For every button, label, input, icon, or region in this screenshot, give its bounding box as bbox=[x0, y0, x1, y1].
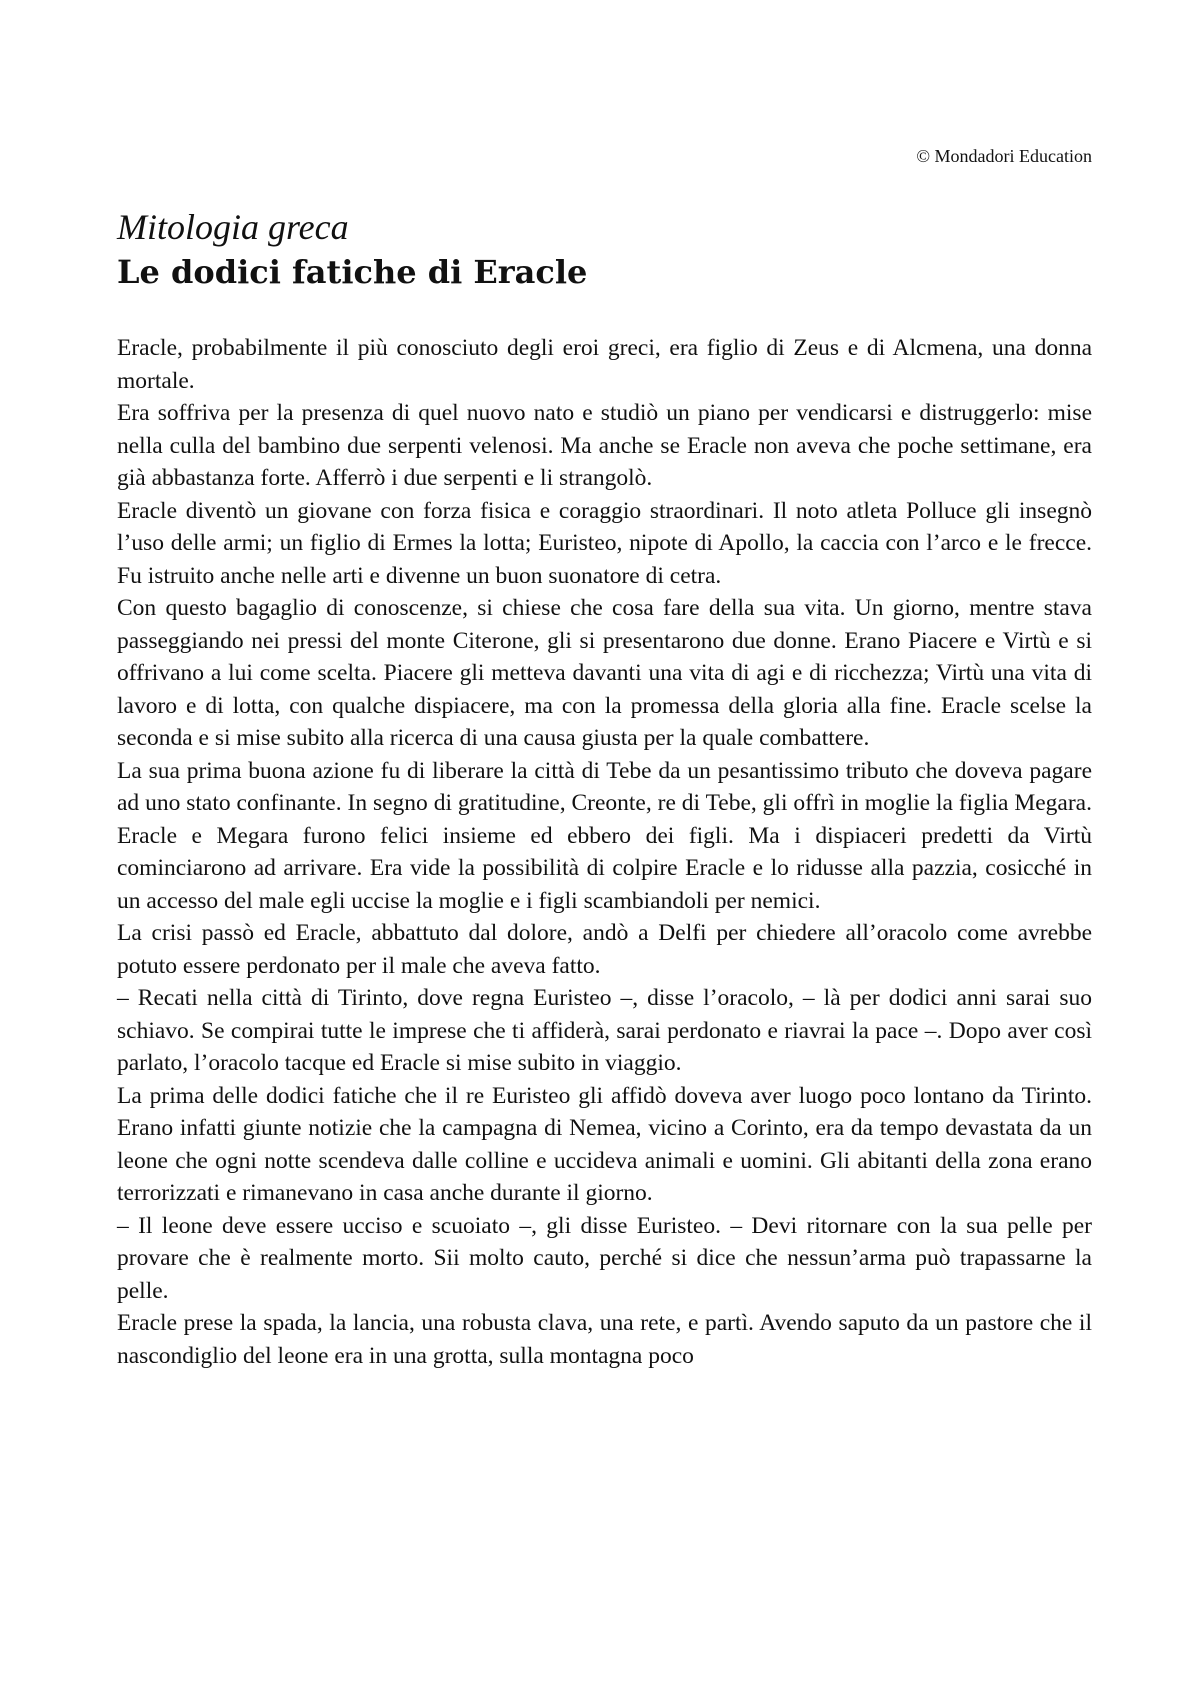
paragraph: Eracle diventò un giovane con forza fisica e coraggio straordinari. Il noto atleta Polluce gli insegnò l’uso delle armi; un figlio di Ermes la lotta; Euristeo, nipote di Apollo, la caccia con l’arco e le frecce. Fu istruito anche nelle arti e divenne un buon suonatore di cetra. bbox=[117, 497, 1092, 589]
paragraph: La crisi passò ed Eracle, abbattuto dal dolore, andò a Delfi per chiedere all’oracolo come avrebbe potuto essere perdonato per il male che aveva fatto. bbox=[117, 920, 1092, 979]
paragraph: Eracle prese la spada, la lancia, una robusta clava, una rete, e partì. Avendo saputo da un pastore che il nascondiglio del leone era in una grotta, sulla montagna poco bbox=[117, 1310, 1092, 1369]
paragraph: Era soffriva per la presenza di quel nuovo nato e studiò un piano per vendicarsi e distruggerlo: mise nella culla del bambino due serpenti velenosi. Ma anche se Eracle non aveva che poche settimane, era già abbastanza forte. Afferrò i due serpenti e li strangolò. bbox=[117, 400, 1092, 491]
title-block bbox=[117, 205, 1092, 295]
copyright-notice: © Mondadori Education bbox=[916, 146, 1092, 166]
document-subtitle: Mitologia greca bbox=[117, 207, 349, 247]
document-body bbox=[117, 332, 1092, 1372]
document-title: Le dodici fatiche di Eracle bbox=[117, 253, 588, 291]
paragraph: – Recati nella città di Tirinto, dove regna Euristeo –, disse l’oracolo, – là per dodici anni sarai suo schiavo. Se compirai tutte le imprese che ti affiderà, sarai perdonato e riavrai la pace –. Dopo aver così parlato, l’oracolo tacque ed Eracle si mise subito in viaggio. bbox=[117, 985, 1092, 1076]
paragraph: – Il leone deve essere ucciso e scuoiato –, gli disse Euristeo. – Devi ritornare con la sua pelle per provare che è realmente morto. Sii molto cauto, perché si dice che nessun’arma può trapassarne la pelle. bbox=[117, 1212, 1092, 1304]
paragraph: La prima delle dodici fatiche che il re Euristeo gli affidò doveva aver luogo poco lontano da Tirinto. Erano infatti giunte notizie che la campagna di Nemea, vicino a Corinto, era da tempo devastata da un leone che ogni notte scendeva dalle colline e uccideva animali e uomini. Gli abitanti della zona erano terrorizzati e rimanevano in casa anche durante il giorno. bbox=[117, 1082, 1092, 1206]
paragraph: Con questo bagaglio di conoscenze, si chiese che cosa fare della sua vita. Un giorno, mentre stava passeggiando nei pressi del monte Citerone, gli si presentarono due donne. Erano Piacere e Virtù e si offrivano a lui come scelta. Piacere gli metteva davanti una vita di agi e di ricchezza; Virtù una vita di lavoro e di lotta, con qualche dispiacere, ma con la promessa della gloria alla fine. Eracle scelse la seconda e si mise subito alla ricerca di una causa giusta per la quale combattere. bbox=[117, 595, 1092, 751]
paragraph: La sua prima buona azione fu di liberare la città di Tebe da un pesantissimo tributo che doveva pagare ad uno stato confinante. In segno di gratitudine, Creonte, re di Tebe, gli offrì in moglie la figlia Megara. Eracle e Megara furono felici insieme ed ebbero dei figli. Ma i dispiaceri predetti da Virtù cominciarono ad arrivare. Era vide la possibilità di colpire Eracle e lo ridusse alla pazzia, cosicché in un accesso del male egli uccise la moglie e i figli scambiandoli per nemici. bbox=[117, 757, 1092, 914]
paragraph: Eracle, probabilmente il più conosciuto degli eroi greci, era figlio di Zeus e di Alcmena, una donna mortale. bbox=[117, 335, 1092, 394]
document-page bbox=[117, 0, 1092, 1698]
